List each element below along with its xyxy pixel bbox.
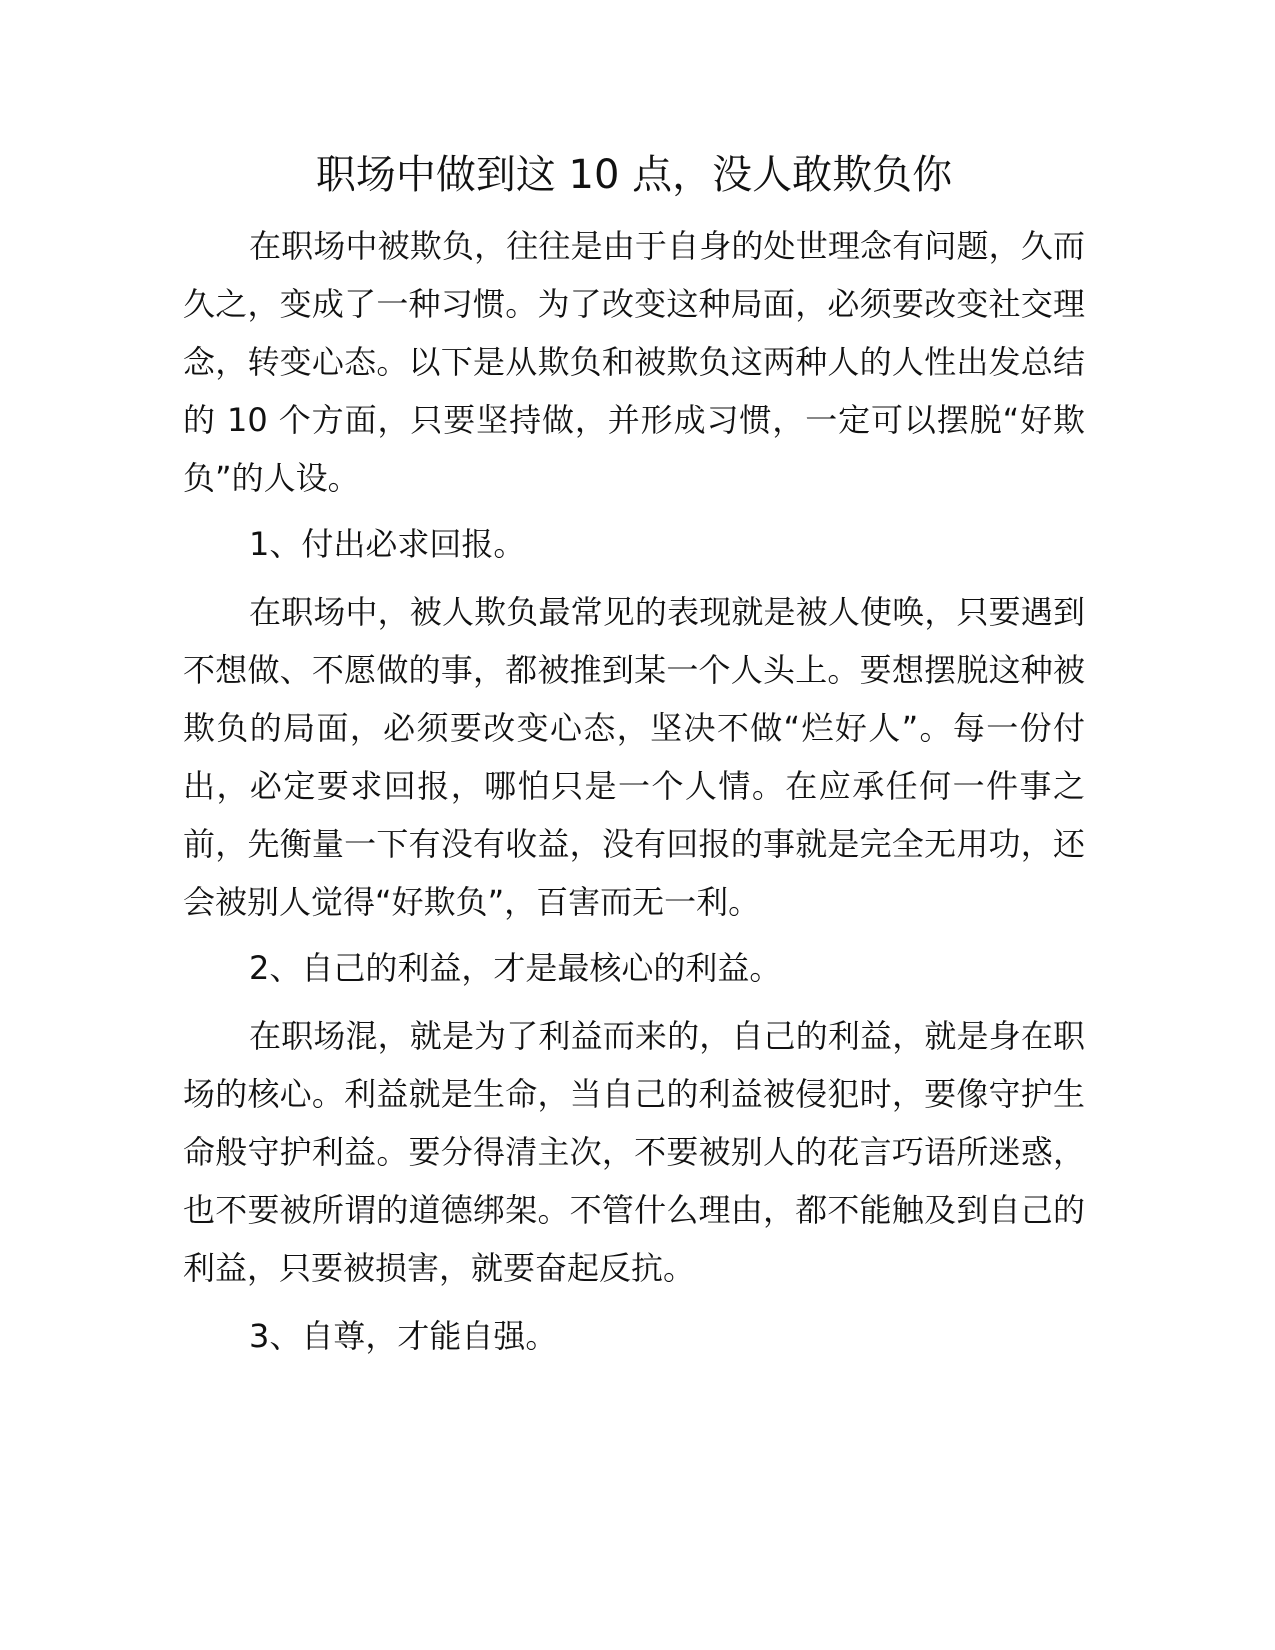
document-title: 职场中做到这 10 点，没人敢欺负你 [315,152,953,198]
section-2-body: 在职场混，就是为了利益而来的，自己的利益，就是身在职场的核心。利益就是生命，当自己的利益被侵犯时，要像守护生命般守护利益。要分得清主次，不要被别人的花言巧语所迷惑，也不要被所谓的道德绑架。不管什么理由，都不能触及到自己的利益，只要被损害，就要奋起反抗。 [183,1017,1085,1287]
section-1-heading: 1、付出必求回报。 [249,525,526,563]
section-3-heading: 3、自尊，才能自强。 [249,1317,558,1355]
intro-paragraph: 在职场中被欺负，往往是由于自身的处世理念有问题，久而久之，变成了一种习惯。为了改变这种局面，必须要改变社交理念，转变心态。以下是从欺负和被欺负这两种人的人性出发总结的 10 个方面，只要坚持做，并形成习惯，一定可以摆脱“好欺负”的人设。 [183,227,1085,497]
section-1-body: 在职场中，被人欺负最常见的表现就是被人使唤，只要遇到不想做、不愿做的事，都被推到某一个人头上。要想摆脱这种被欺负的局面，必须要改变心态，坚决不做“烂好人”。每一份付出，必定要求回报，哪怕只是一个人情。在应承任何一件事之前，先衡量一下有没有收益，没有回报的事就是完全无用功，还会被别人觉得“好欺负”，百害而无一利。 [183,593,1085,921]
document-body [183,145,1085,1365]
section-2-heading: 2、自己的利益，才是最核心的利益。 [249,949,782,987]
